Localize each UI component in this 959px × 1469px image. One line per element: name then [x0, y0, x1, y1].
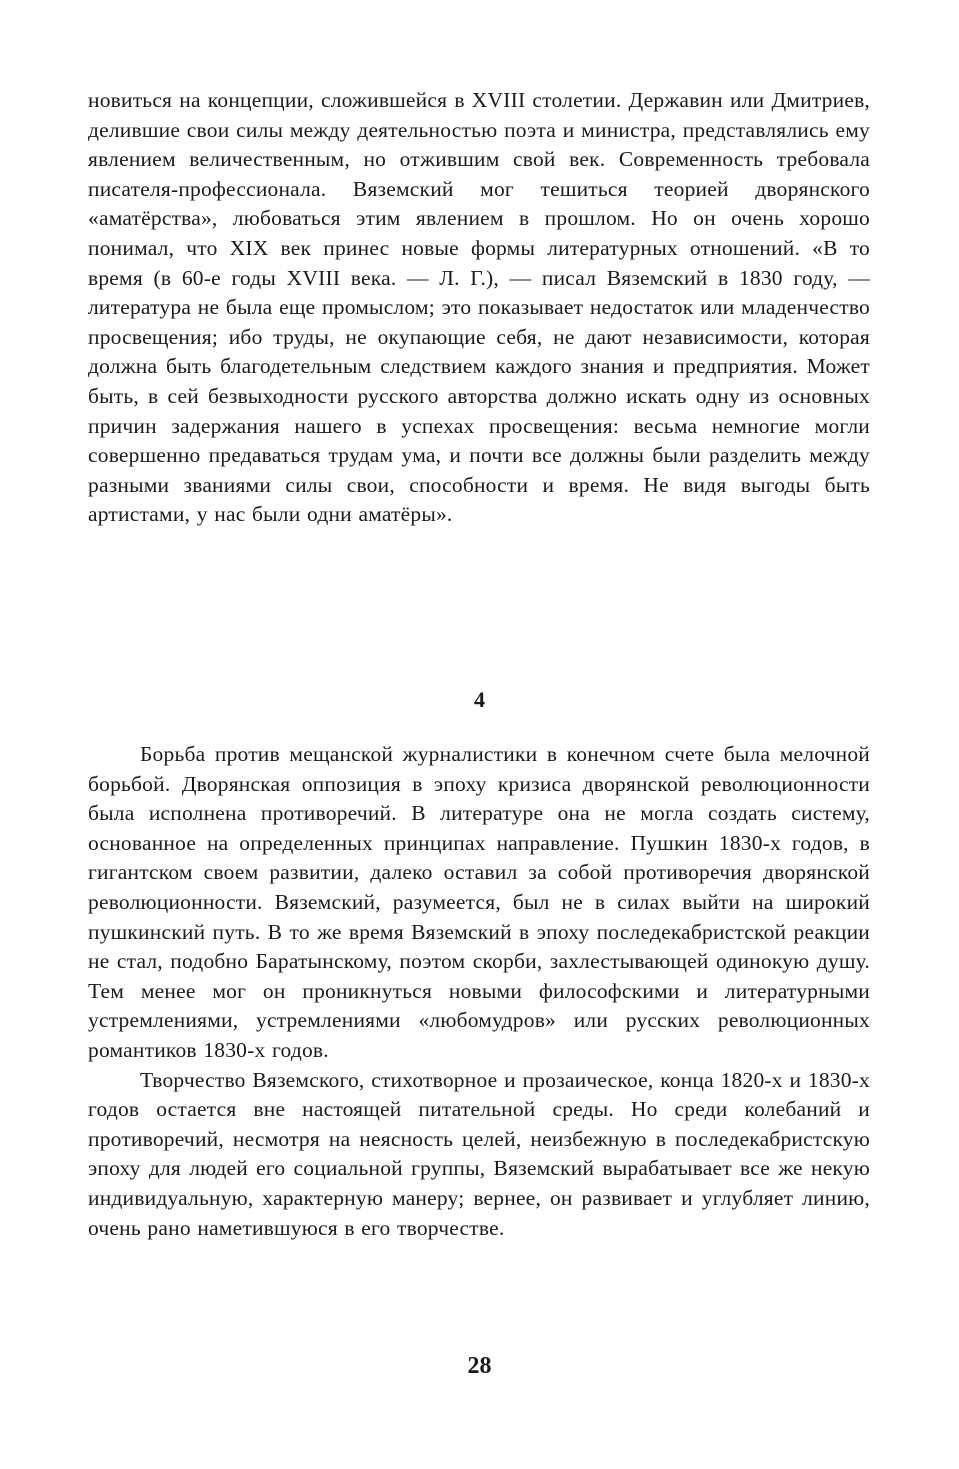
paragraph-3: Творчество Вяземского, стихотворное и прозаическое, конца 1820-х и 1830-х годов остается вне настоящей питательной среды. Но среди колебаний и противоречий, несмотря на неясность целей, неизбежную в последекабристскую эпоху для людей его социальной группы, Вяземский вырабатывает все же некую индивидуальную, характерную манеру; вернее, он развивает и углубляет линию, очень рано наметившуюся в его творчестве. [88, 1067, 870, 1240]
page-number: 28 [467, 1353, 492, 1379]
section-number: 4 [474, 687, 485, 712]
paragraph-continuation: новиться на концепции, сложившейся в XVIII столетии. Державин или Дмитриев, делившие свои силы между деятельностью поэта и министра, представлялись ему явлением величественным, но отжившим свой век. Современность требовала писателя-профессионала. Вяземский мог тешиться теорией дворянского «аматёрства», любоваться этим явлением в прошлом. Но он очень хорошо понимал, что XIX век принес новые формы литературных отношений. «В то время (в 60-е годы XVIII века. — Л. Г.), — писал Вяземский в 1830 году, — литература не была еще промыслом; это показывает недостаток или младенчество просвещения; ибо труды, не окупающие себя, не дают независимости, которая должна быть благодетельным следствием каждого знания и предприятия. Может быть, в сей безвыходности русского авторства должно искать одну из основных причин задержания нашего в успехах просвещения: весьма немногие могли совершенно предаваться трудам ума, и почти все должны были разделить между разными званиями силы свои, способности и время. Не видя выгоды быть артистами, у нас были одни аматёры». [88, 88, 870, 527]
paragraph-2: Борьба против мещанской журналистики в конечном счете была мелочной борьбой. Дворянская оппозиция в эпоху кризиса дворянской революционности была исполнена противоречий. В литературе она не могла создать систему, основанное на определенных принципах направление. Пушкин 1830-х годов, в гигантском своем развитии, далеко оставил за собой противоречия дворянской революционности. Вяземский, разумеется, был не в силах выйти на широкий пушкинский путь. В то же время Вяземский в эпоху последекабристской реакции не стал, подобно Баратынскому, поэтом скорби, захлестывающей одинокую душу. Тем менее мог он проникнуться новыми философскими и литературными устремлениями, устремлениями «любомудров» или русских революционных романтиков 1830-х годов. [88, 742, 870, 1062]
text-block-top [88, 86, 870, 530]
text-block-bottom [88, 740, 870, 1243]
